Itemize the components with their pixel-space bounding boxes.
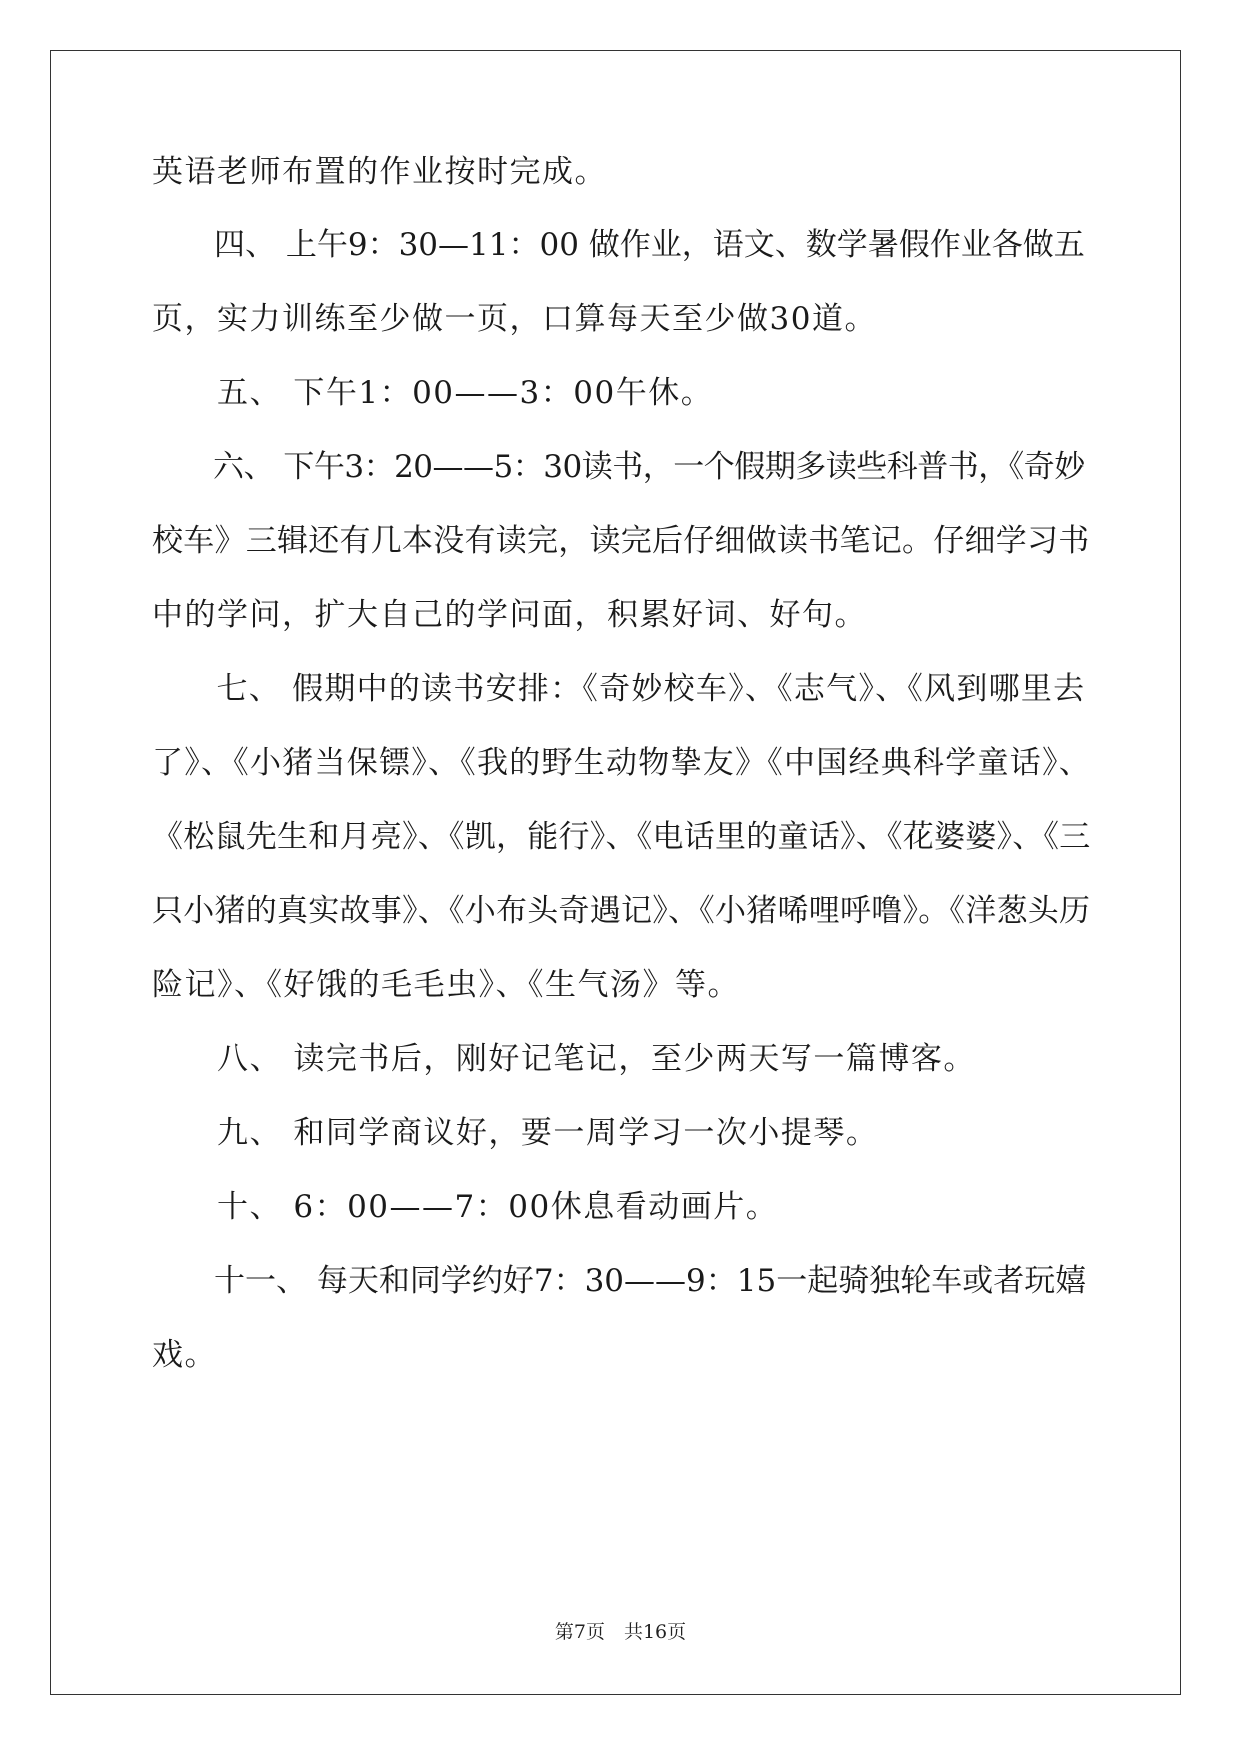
page-number-footer: 第7页 共16页: [554, 1621, 687, 1643]
body-text-line: 十、 6：00——7：00休息看动画片。: [152, 1189, 779, 1225]
body-text-line: 校车》三辑还有几本没有读完，读完后仔细做读书笔记。仔细学习书: [152, 523, 1090, 559]
body-text-line: 了》、《小猪当保镖》、《我的野生动物挚友》《中国经典科学童话》、: [152, 745, 1091, 781]
page-border: [50, 50, 1181, 1695]
body-text-line: 九、 和同学商议好，要一周学习一次小提琴。: [152, 1115, 879, 1151]
body-text-line: 五、 下午1：00——3：00午休。: [152, 375, 714, 411]
body-text-line: 《松鼠先生和月亮》、《凯，能行》、《电话里的童话》、《花婆婆》、《三: [152, 819, 1091, 855]
body-text-line: 页，实力训练至少做一页，口算每天至少做30道。: [152, 301, 877, 337]
body-text-line: 险记》、《好饿的毛毛虫》、《生气汤》等。: [152, 967, 740, 1003]
body-text-line: 七、 假期中的读书安排：《奇妙校车》、《志气》、《风到哪里去: [152, 671, 1086, 707]
body-text-line: 六、 下午3：20——5：30读书，一个假期多读些科普书，《奇妙: [152, 449, 1085, 485]
body-text-line: 中的学问，扩大自己的学问面，积累好词、好句。: [152, 597, 867, 633]
body-text-line: 十一、 每天和同学约好7：30——9：15一起骑独轮车或者玩嬉: [152, 1263, 1087, 1299]
body-text-line: 英语老师布置的作业按时完成。: [152, 154, 607, 190]
body-text-line: 戏。: [152, 1337, 217, 1373]
body-text-line: 八、 读完书后，刚好记笔记，至少两天写一篇博客。: [152, 1041, 976, 1077]
body-text-line: 只小猪的真实故事》、《小布头奇遇记》、《小猪唏哩呼噜》。《洋葱头历: [152, 893, 1091, 929]
body-text-line: 四、 上午9：30—11：00 做作业，语文、数学暑假作业各做五: [152, 227, 1085, 263]
